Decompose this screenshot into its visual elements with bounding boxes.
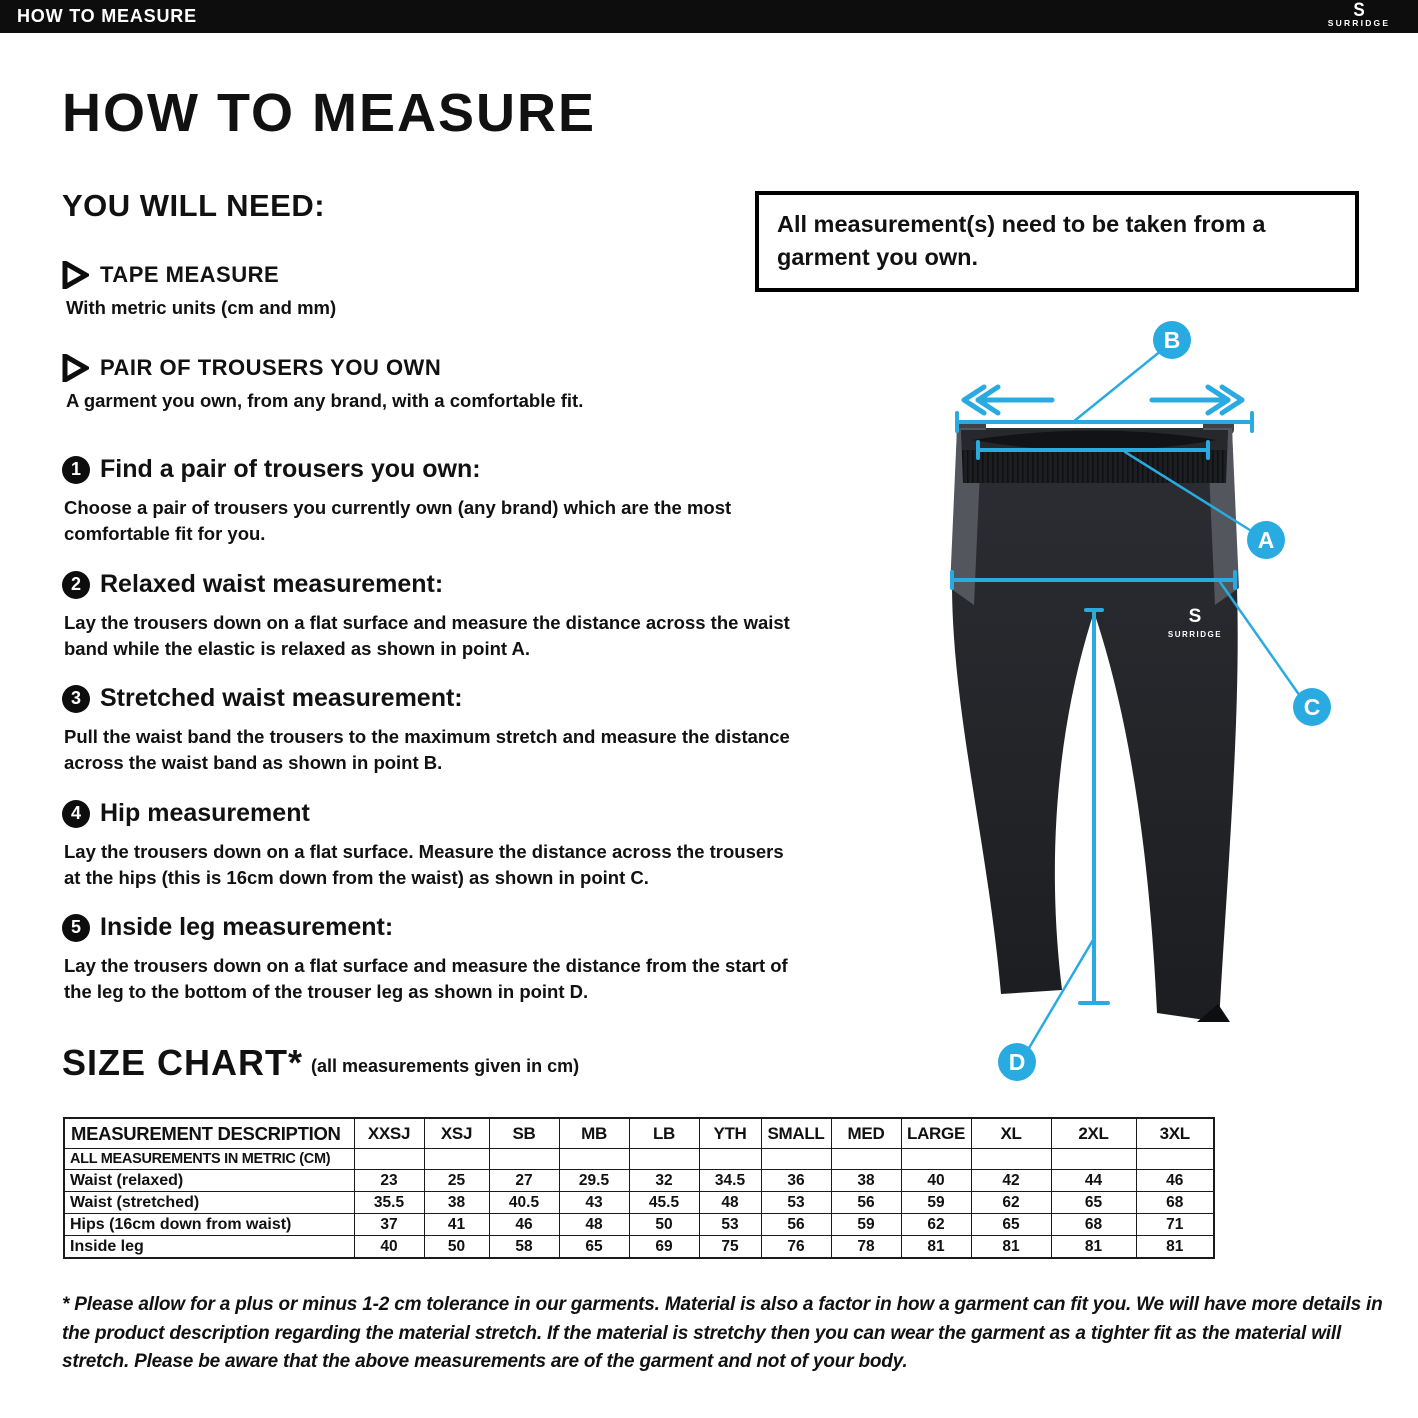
size-value-cell: 45.5 bbox=[629, 1192, 699, 1214]
need-item-trousers bbox=[62, 355, 762, 412]
size-column-header: YTH bbox=[699, 1118, 761, 1149]
need-item-title: PAIR OF TROUSERS YOU OWN bbox=[100, 355, 442, 380]
triangle-bullet-icon bbox=[62, 354, 89, 387]
point-d-marker bbox=[998, 1043, 1036, 1081]
size-value-cell: 42 bbox=[971, 1170, 1051, 1192]
size-chart-header-row bbox=[64, 1118, 1214, 1149]
size-value-cell: 75 bbox=[699, 1236, 761, 1259]
footnote: * Please allow for a plus or minus 1-2 cm tolerance in our garments. Material is also a factor in how a garment can fit you. We will have more details in the product description regarding the material stretch. If the material is stretchy then you can wear the garment as a tighter fit as the material will stretch. Please be aware that the above measurements are of the garment and not of your body. bbox=[62, 1294, 1383, 1372]
step-number-badge: 2 bbox=[62, 571, 90, 599]
surridge-wordmark: SURRIDGE bbox=[1167, 630, 1223, 639]
size-value-cell: 81 bbox=[901, 1236, 971, 1259]
step-heading bbox=[62, 799, 797, 828]
size-value-cell: 38 bbox=[831, 1170, 901, 1192]
metric-note-cell: ALL MEASUREMENTS IN METRIC (CM) bbox=[64, 1149, 354, 1170]
point-d-label: D bbox=[1008, 1049, 1026, 1075]
step-heading bbox=[62, 913, 797, 942]
size-column-header: MB bbox=[559, 1118, 629, 1149]
size-column-header: XXSJ bbox=[354, 1118, 424, 1149]
size-value-cell: 36 bbox=[761, 1170, 831, 1192]
table-row bbox=[64, 1236, 1214, 1259]
page-title: HOW TO MEASURE bbox=[62, 83, 597, 143]
size-value-cell: 69 bbox=[629, 1236, 699, 1259]
empty-cell bbox=[424, 1149, 489, 1170]
row-label: Waist (relaxed) bbox=[64, 1170, 354, 1192]
size-value-cell: 34.5 bbox=[699, 1170, 761, 1192]
point-c-label: C bbox=[1303, 694, 1321, 720]
step-4 bbox=[62, 799, 797, 892]
size-value-cell: 71 bbox=[1136, 1214, 1214, 1236]
size-value-cell: 48 bbox=[559, 1214, 629, 1236]
empty-cell bbox=[1136, 1149, 1214, 1170]
step-heading bbox=[62, 570, 797, 599]
step-2 bbox=[62, 570, 797, 663]
point-c-marker bbox=[1293, 688, 1331, 726]
surridge-s-icon: S bbox=[1188, 606, 1202, 627]
step-title: Relaxed waist measurement: bbox=[100, 570, 444, 598]
need-item-description: A garment you own, from any brand, with a comfortable fit. bbox=[66, 390, 584, 411]
size-value-cell: 46 bbox=[489, 1214, 559, 1236]
empty-cell bbox=[761, 1149, 831, 1170]
size-value-cell: 65 bbox=[559, 1236, 629, 1259]
size-value-cell: 46 bbox=[1136, 1170, 1214, 1192]
point-b-label: B bbox=[1163, 327, 1181, 353]
size-value-cell: 65 bbox=[1051, 1192, 1136, 1214]
you-will-need-heading: YOU WILL NEED: bbox=[62, 188, 326, 223]
empty-cell bbox=[354, 1149, 424, 1170]
size-value-cell: 62 bbox=[971, 1192, 1051, 1214]
size-chart-table bbox=[63, 1117, 1215, 1259]
step-title: Hip measurement bbox=[100, 799, 310, 827]
surridge-wordmark: SURRIDGE bbox=[1327, 18, 1391, 28]
size-value-cell: 40.5 bbox=[489, 1192, 559, 1214]
step-title: Stretched waist measurement: bbox=[100, 684, 463, 712]
row-label: Waist (stretched) bbox=[64, 1192, 354, 1214]
top-bar bbox=[0, 0, 1418, 33]
size-value-cell: 78 bbox=[831, 1236, 901, 1259]
size-value-cell: 81 bbox=[1051, 1236, 1136, 1259]
step-3 bbox=[62, 684, 797, 777]
empty-cell bbox=[489, 1149, 559, 1170]
table-row bbox=[64, 1192, 1214, 1214]
callout-text: All measurement(s) need to be taken from a garment you own. bbox=[777, 211, 1266, 271]
step-heading bbox=[62, 684, 797, 713]
empty-cell bbox=[901, 1149, 971, 1170]
point-b-marker bbox=[1153, 321, 1191, 359]
size-value-cell: 68 bbox=[1136, 1192, 1214, 1214]
size-value-cell: 27 bbox=[489, 1170, 559, 1192]
size-value-cell: 62 bbox=[901, 1214, 971, 1236]
size-value-cell: 76 bbox=[761, 1236, 831, 1259]
size-value-cell: 35.5 bbox=[354, 1192, 424, 1214]
size-column-header: SB bbox=[489, 1118, 559, 1149]
size-column-header: 2XL bbox=[1051, 1118, 1136, 1149]
size-column-header: XSJ bbox=[424, 1118, 489, 1149]
table-row bbox=[64, 1170, 1214, 1192]
size-chart-heading bbox=[62, 1042, 579, 1084]
empty-cell bbox=[629, 1149, 699, 1170]
size-chart-title: SIZE CHART* bbox=[62, 1042, 304, 1083]
top-bar-title: HOW TO MEASURE bbox=[17, 6, 197, 26]
size-value-cell: 68 bbox=[1051, 1214, 1136, 1236]
empty-cell bbox=[971, 1149, 1051, 1170]
size-value-cell: 50 bbox=[424, 1236, 489, 1259]
size-value-cell: 48 bbox=[699, 1192, 761, 1214]
size-value-cell: 59 bbox=[831, 1214, 901, 1236]
size-value-cell: 53 bbox=[761, 1192, 831, 1214]
metric-note-row bbox=[64, 1149, 1214, 1170]
size-value-cell: 44 bbox=[1051, 1170, 1136, 1192]
step-1 bbox=[62, 455, 797, 548]
measurement-description-header: MEASUREMENT DESCRIPTION bbox=[64, 1118, 354, 1149]
size-column-header: LARGE bbox=[901, 1118, 971, 1149]
size-value-cell: 81 bbox=[971, 1236, 1051, 1259]
size-value-cell: 81 bbox=[1136, 1236, 1214, 1259]
size-value-cell: 50 bbox=[629, 1214, 699, 1236]
size-value-cell: 56 bbox=[831, 1192, 901, 1214]
callout-box bbox=[755, 191, 1359, 292]
point-a-label: A bbox=[1257, 527, 1275, 553]
step-body: Pull the waist band the trousers to the maximum stretch and measure the distance across the waist band as shown in point B. bbox=[64, 726, 790, 774]
size-value-cell: 43 bbox=[559, 1192, 629, 1214]
surridge-logo bbox=[1314, 1, 1404, 28]
size-value-cell: 56 bbox=[761, 1214, 831, 1236]
step-5 bbox=[62, 913, 797, 1006]
empty-cell bbox=[699, 1149, 761, 1170]
size-value-cell: 40 bbox=[354, 1236, 424, 1259]
size-value-cell: 65 bbox=[971, 1214, 1051, 1236]
size-chart-subtitle: (all measurements given in cm) bbox=[311, 1056, 580, 1076]
triangle-bullet-icon bbox=[62, 261, 89, 294]
need-item-description: With metric units (cm and mm) bbox=[66, 297, 337, 318]
step-title: Find a pair of trousers you own: bbox=[100, 455, 481, 483]
row-label: Hips (16cm down from waist) bbox=[64, 1214, 354, 1236]
size-value-cell: 41 bbox=[424, 1214, 489, 1236]
size-value-cell: 29.5 bbox=[559, 1170, 629, 1192]
size-value-cell: 59 bbox=[901, 1192, 971, 1214]
step-body: Choose a pair of trousers you currently own (any brand) which are the most comfortable fit for you. bbox=[64, 497, 732, 545]
need-item-tape-measure bbox=[62, 262, 762, 319]
step-number-badge: 5 bbox=[62, 914, 90, 942]
table-row bbox=[64, 1214, 1214, 1236]
size-column-header: LB bbox=[629, 1118, 699, 1149]
size-value-cell: 53 bbox=[699, 1214, 761, 1236]
step-number-badge: 3 bbox=[62, 685, 90, 713]
step-body: Lay the trousers down on a flat surface. Measure the distance across the trousers at the hips (this is 16cm down from the waist) as shown in point C. bbox=[64, 841, 784, 889]
step-number-badge: 4 bbox=[62, 800, 90, 828]
size-column-header: XL bbox=[971, 1118, 1051, 1149]
point-a-marker bbox=[1247, 521, 1285, 559]
size-value-cell: 58 bbox=[489, 1236, 559, 1259]
empty-cell bbox=[1051, 1149, 1136, 1170]
size-column-header: 3XL bbox=[1136, 1118, 1214, 1149]
trousers-measurement-diagram bbox=[900, 300, 1370, 1090]
step-body: Lay the trousers down on a flat surface and measure the distance across the waist band while the elastic is relaxed as shown in point A. bbox=[64, 612, 790, 660]
size-value-cell: 32 bbox=[629, 1170, 699, 1192]
size-value-cell: 23 bbox=[354, 1170, 424, 1192]
surridge-s-icon: S bbox=[1353, 0, 1365, 21]
need-item-title: TAPE MEASURE bbox=[100, 262, 280, 287]
step-heading bbox=[62, 455, 797, 484]
row-label: Inside leg bbox=[64, 1236, 354, 1259]
empty-cell bbox=[559, 1149, 629, 1170]
size-value-cell: 38 bbox=[424, 1192, 489, 1214]
size-column-header: SMALL bbox=[761, 1118, 831, 1149]
step-title: Inside leg measurement: bbox=[100, 913, 394, 941]
size-value-cell: 37 bbox=[354, 1214, 424, 1236]
size-value-cell: 25 bbox=[424, 1170, 489, 1192]
size-column-header: MED bbox=[831, 1118, 901, 1149]
size-value-cell: 40 bbox=[901, 1170, 971, 1192]
step-body: Lay the trousers down on a flat surface and measure the distance from the start of the leg to the bottom of the trouser leg as shown in point D. bbox=[64, 955, 788, 1003]
step-number-badge: 1 bbox=[62, 456, 90, 484]
empty-cell bbox=[831, 1149, 901, 1170]
